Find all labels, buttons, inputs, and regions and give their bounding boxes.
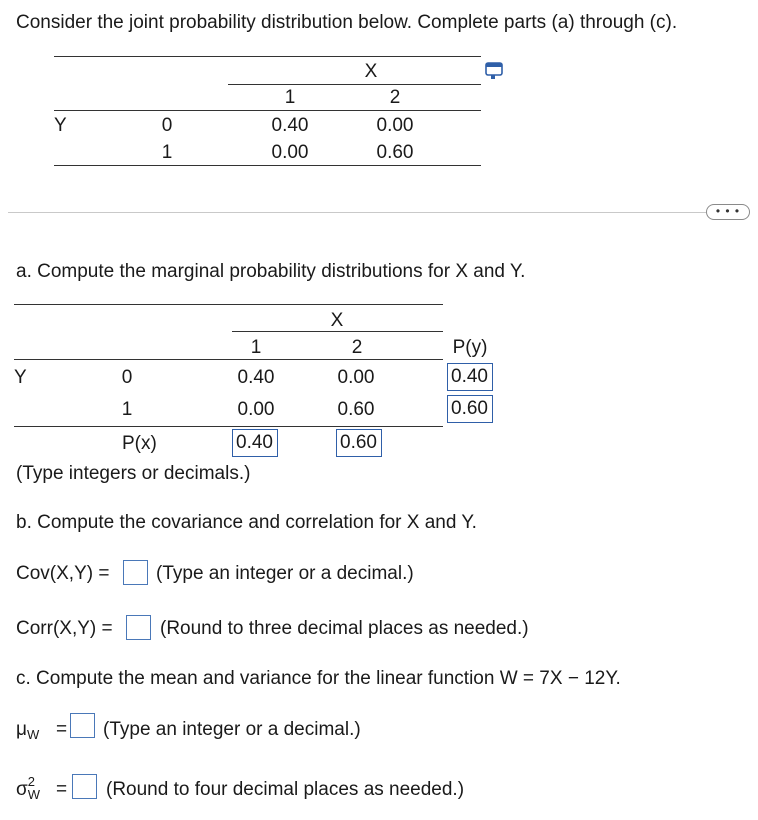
part-c-question: c. Compute the mean and variance for the linear function W = 7X − 12Y. [16,668,621,689]
marginal-y-value-0: 0 [121,367,133,388]
sigma-symbol: σ [16,779,28,800]
x-value-2: 2 [389,87,401,108]
mean-w-input[interactable] [70,713,95,738]
subheader-rule [54,110,481,111]
part-b-question: b. Compute the covariance and correlation for X and Y. [16,512,477,533]
cell-r0-c1: 0.00 [376,115,414,136]
corr-hint: (Round to three decimal places as needed.) [160,618,529,639]
marginal-y-header: Y [14,367,27,388]
cell-r1-c1: 0.60 [376,142,414,163]
marginal-header-rule [232,331,443,332]
variance-hint: (Round to four decimal places as needed.) [106,779,465,800]
px-1-input[interactable]: 0.40 [232,429,278,457]
sigma-superscript: 2 [27,774,35,789]
marginal-top-rule [14,304,443,305]
mean-hint: (Type an integer or a decimal.) [103,719,361,740]
px-label: P(x) [122,433,157,454]
variance-w-input[interactable] [72,774,97,799]
part-a-question: a. Compute the marginal probability distributions for X and Y. [16,261,526,282]
marginal-x-header: X [330,310,344,331]
mu-symbol: μ [16,719,27,740]
marginal-cell-r1-c0: 0.00 [237,399,275,420]
sigma-w-label [16,774,42,802]
intro-text: Consider the joint probability distribution below. Complete parts (a) through (c). [16,12,678,33]
cov-hint: (Type an integer or a decimal.) [156,563,414,584]
corr-input[interactable] [126,615,151,640]
more-options-button[interactable]: • • • [706,204,750,220]
py-1-input[interactable]: 0.60 [447,395,493,423]
marginal-x-value-1: 1 [250,337,262,358]
cell-r0-c0: 0.40 [271,115,309,136]
marginal-cell-r1-c1: 0.60 [337,399,375,420]
y-value-0: 0 [161,115,173,136]
mu-subscript: W [26,727,40,742]
copy-table-icon[interactable] [484,61,506,81]
sigma-equals: = [56,779,68,800]
corr-label: Corr(X,Y) = [16,618,113,639]
y-header: Y [54,115,67,136]
px-2-input[interactable]: 0.60 [336,429,382,457]
marginal-subheader-rule [14,359,443,360]
section-divider [8,212,706,213]
py-label: P(y) [452,337,488,358]
x-value-1: 1 [284,87,296,108]
marginal-cell-r0-c1: 0.00 [337,367,375,388]
marginal-y-value-1: 1 [121,399,133,420]
table-top-rule [54,56,481,57]
table-bottom-rule [54,165,481,166]
sigma-subscript: W [27,787,41,802]
mu-w-label [16,719,40,742]
x-header: X [364,61,378,82]
marginal-sum-rule [14,426,443,427]
marginal-x-value-2: 2 [351,337,363,358]
part-a-hint: (Type integers or decimals.) [16,463,251,484]
header-rule [228,84,481,85]
marginal-cell-r0-c0: 0.40 [237,367,275,388]
cov-label: Cov(X,Y) = [16,563,110,584]
cell-r1-c0: 0.00 [271,142,309,163]
py-0-input[interactable]: 0.40 [447,363,493,391]
cov-input[interactable] [123,560,148,585]
y-value-1: 1 [161,142,173,163]
mu-equals: = [56,719,68,740]
